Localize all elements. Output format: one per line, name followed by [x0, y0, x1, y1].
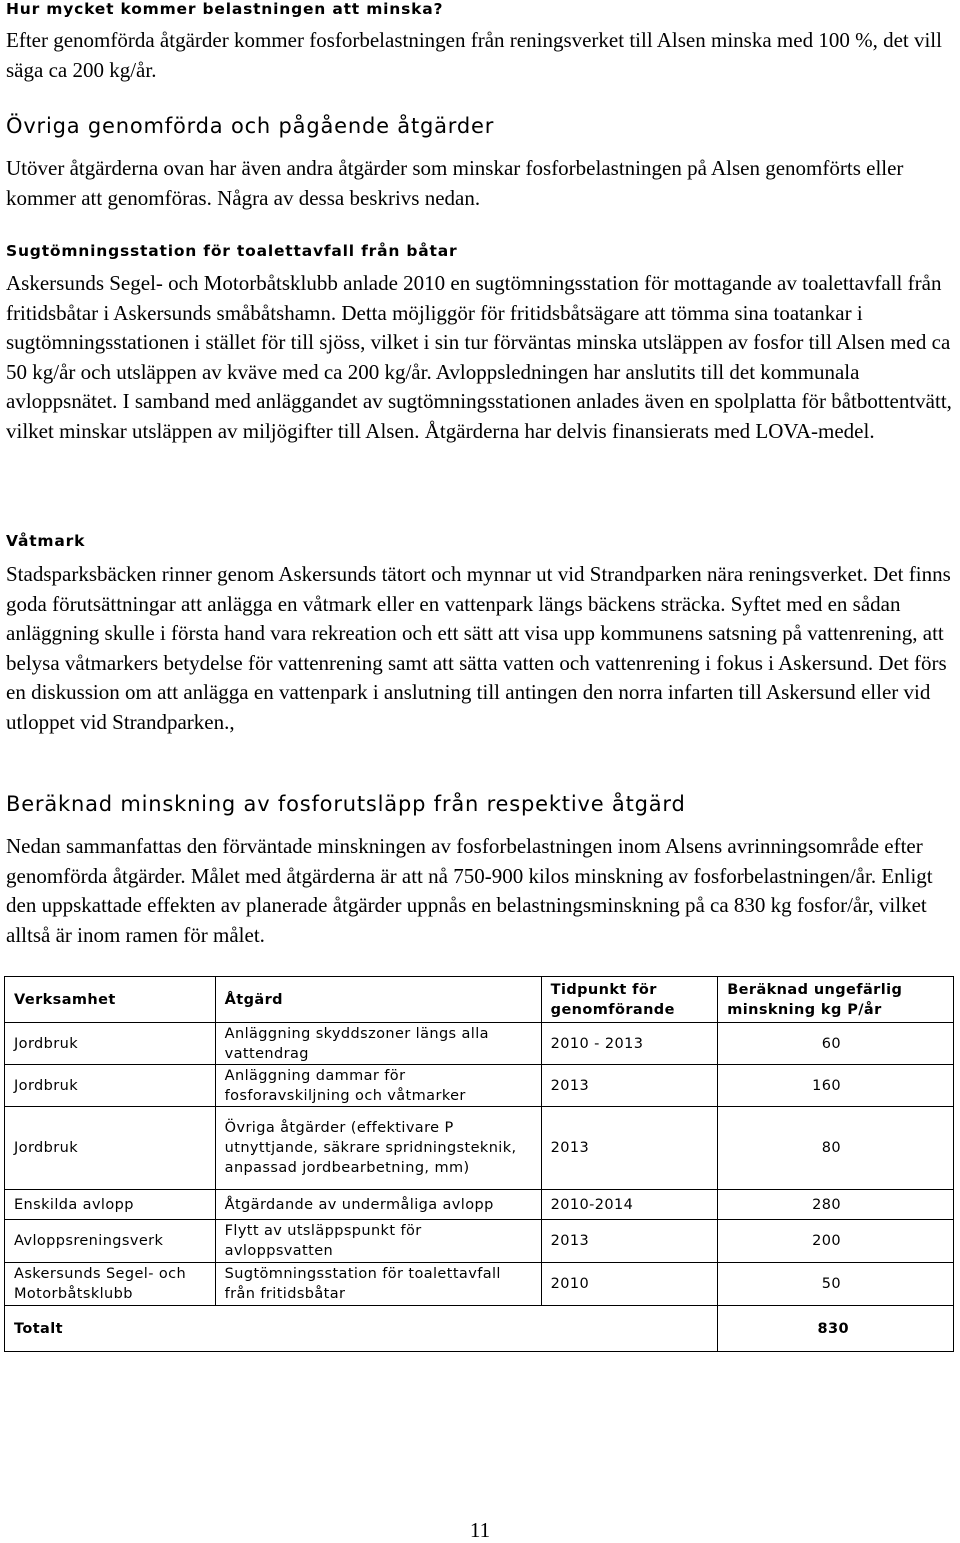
- cell-verksamhet: Jordbruk: [5, 1107, 216, 1190]
- header-tidpunkt: Tidpunkt för genomförande: [541, 977, 718, 1023]
- section-heading-reduction: Hur mycket kommer belastningen att minska?: [6, 0, 444, 18]
- cell-minskning: 60: [718, 1023, 954, 1065]
- section-heading-other-measures: Övriga genomförda och pågående åtgärder: [6, 114, 495, 138]
- cell-minskning: 280: [718, 1190, 954, 1220]
- cell-atgard: Övriga åtgärder (effektivare P utnyttjande, säkrare spridningsteknik, anpassad jordbearbetning, mm): [215, 1107, 541, 1190]
- header-minskning: Beräknad ungefärlig minskning kg P/år: [718, 977, 954, 1023]
- cell-tid: 2013: [541, 1065, 718, 1107]
- cell-verksamhet: Jordbruk: [5, 1065, 216, 1107]
- cell-tid: 2013: [541, 1220, 718, 1263]
- paragraph-pump-station: Askersunds Segel- och Motorbåtsklubb anlade 2010 en sugtömningsstation för mottagande av toalettavfall från fritidsbåtar i Askersunds småbåtshamn. Detta möjliggör för fritidsbåtsägare att tömma sina toatankar i sugtömningsstationen i stället för till sjöss, vilket i sin tur förväntas minska utsläppen av fosfor till Alsen med ca 50 kg/år och utsläppen av kväve med ca 200 kg/år. Avloppsledningen har anslutits till det kommunala avloppsnätet. I samband med anläggandet av sugtömningsstationen anlades även en spolplatta för båtbottentvätt, vilket minskar utsläppen av miljögifter till Alsen. Åtgärderna har delvis finansierats med LOVA-medel.: [6, 271, 952, 443]
- table-row: [5, 1023, 954, 1065]
- section-heading-wetland: Våtmark: [6, 532, 86, 550]
- page-number: 11: [469, 1518, 491, 1542]
- cell-minskning: 200: [718, 1220, 954, 1263]
- cell-verksamhet: Avloppsreningsverk: [5, 1220, 216, 1263]
- section-heading-calculated-reduction: Beräknad minskning av fosforutsläpp från respektive åtgärd: [6, 792, 686, 816]
- table-row: [5, 1107, 954, 1190]
- reduction-table: [4, 976, 954, 1352]
- cell-atgard: Sugtömningsstation för toalettavfall från fritidsbåtar: [215, 1263, 541, 1306]
- table-row: [5, 1190, 954, 1220]
- total-value: 830: [718, 1306, 954, 1352]
- table-total-row: [5, 1306, 954, 1352]
- paragraph-reduction: Efter genomförda åtgärder kommer fosforbelastningen från reningsverket till Alsen minska med 100 %, det vill säga ca 200 kg/år.: [6, 28, 942, 82]
- header-verksamhet: Verksamhet: [5, 977, 216, 1023]
- paragraph-wetland: Stadsparksbäcken rinner genom Askersunds tätort och mynnar ut vid Strandparken nära reningsverket. Det finns goda förutsättningar att anlägga en våtmark eller en vattenpark längs bäckens sträcka. Syftet med en sådan anläggning skulle i första hand vara rekreation och ett sätt att visa upp kommunens satsning på vattenrening, att belysa våtmarkers betydelse för vattenrening samt att sätta vatten och vattenrening i fokus i Askersund. Det förs en diskussion om att anlägga en vattenpark i anslutning till antingen den norra infarten till Askersund eller vid utloppet vid Strandparken.,: [6, 562, 951, 734]
- reduction-table-wrapper: [4, 976, 954, 1352]
- header-atgard: Åtgärd: [215, 977, 541, 1023]
- paragraph-calculated-reduction: Nedan sammanfattas den förväntade minskningen av fosforbelastningen inom Alsens avrinningsområde efter genomförda åtgärder. Målet med åtgärderna är att nå 750-900 kilos minskning av fosforbelastningen/år. Enligt den uppskattade effekten av planerade åtgärder uppnås en belastningsminskning på ca 830 kg fosfor/år, vilket alltså är inom ramen för målet.: [6, 834, 933, 947]
- table-row: [5, 1220, 954, 1263]
- table-header-row: [5, 977, 954, 1023]
- cell-minskning: 80: [718, 1107, 954, 1190]
- cell-verksamhet: Enskilda avlopp: [5, 1190, 216, 1220]
- cell-tid: 2010 - 2013: [541, 1023, 718, 1065]
- cell-minskning: 50: [718, 1263, 954, 1306]
- section-heading-pump-station: Sugtömningsstation för toalettavfall från båtar: [6, 242, 458, 260]
- cell-tid: 2013: [541, 1107, 718, 1190]
- total-label: Totalt: [5, 1306, 718, 1352]
- cell-minskning: 160: [718, 1065, 954, 1107]
- cell-atgard: Flytt av utsläppspunkt för avloppsvatten: [215, 1220, 541, 1263]
- cell-atgard: Åtgärdande av undermåliga avlopp: [215, 1190, 541, 1220]
- cell-atgard: Anläggning skyddszoner längs alla vattendrag: [215, 1023, 541, 1065]
- cell-verksamhet: Jordbruk: [5, 1023, 216, 1065]
- cell-tid: 2010-2014: [541, 1190, 718, 1220]
- cell-tid: 2010: [541, 1263, 718, 1306]
- cell-verksamhet: Askersunds Segel- och Motorbåtsklubb: [5, 1263, 216, 1306]
- paragraph-other-measures: Utöver åtgärderna ovan har även andra åtgärder som minskar fosforbelastningen på Alsen genomförts eller kommer att genomföras. Några av dessa beskrivs nedan.: [6, 156, 904, 210]
- cell-atgard: Anläggning dammar för fosforavskiljning och våtmarker: [215, 1065, 541, 1107]
- table-row: [5, 1263, 954, 1306]
- table-row: [5, 1065, 954, 1107]
